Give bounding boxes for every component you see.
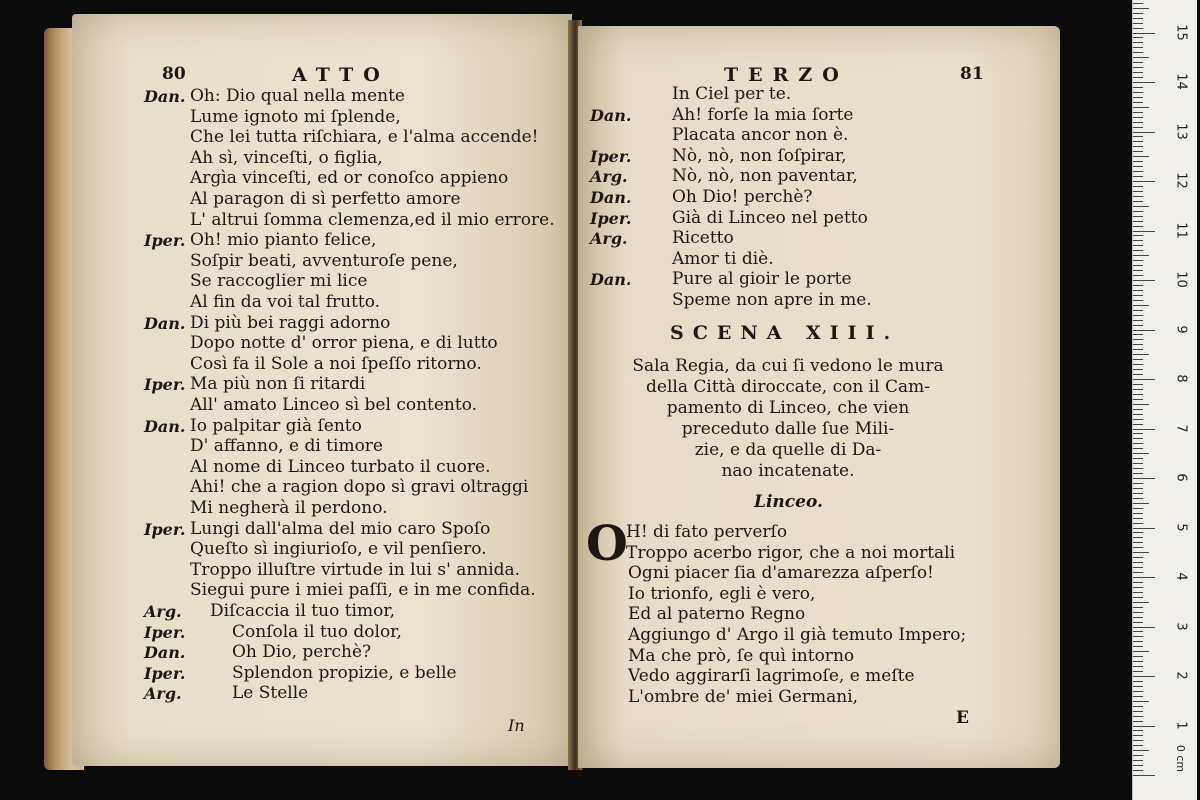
ruler-tick <box>1133 755 1143 756</box>
verse-line: Troppo acerbo rigor, che a noi mortali <box>626 542 956 563</box>
speaker-label: Iper. <box>590 208 632 228</box>
ruler-tick <box>1133 458 1143 459</box>
ruler-tick <box>1133 448 1143 449</box>
drop-cap: O <box>586 516 628 572</box>
text-line: Io palpitar già ſento <box>190 415 362 436</box>
ruler-tick <box>1133 597 1143 598</box>
text-line: Diſcaccia il tuo timor, <box>210 601 396 621</box>
stage-direction <box>598 356 978 482</box>
ruler-tick <box>1133 77 1143 78</box>
ruler-tick <box>1133 691 1143 692</box>
ruler-tick <box>1133 330 1155 331</box>
ruler-tick <box>1133 740 1143 741</box>
text-line: Al fin da voi tal frutto. <box>190 292 381 312</box>
ruler-tick <box>1133 240 1143 241</box>
text-line: Che lei tutta riſchiara, e l'alma accende! <box>190 127 539 148</box>
ruler-tick <box>1133 730 1143 731</box>
ruler-tick <box>1133 344 1143 345</box>
ruler-tick <box>1133 67 1143 68</box>
ruler-tick <box>1133 468 1143 469</box>
ruler-tick <box>1133 622 1143 623</box>
ruler-tick <box>1133 463 1143 464</box>
ruler-tick <box>1133 181 1155 182</box>
ruler-tick <box>1133 156 1149 157</box>
ruler-tick <box>1133 260 1143 261</box>
ruler-tick <box>1133 216 1143 217</box>
ruler-tick <box>1133 770 1143 771</box>
text-line: Conſola il tuo dolor, <box>232 621 402 642</box>
ruler-tick <box>1133 627 1155 628</box>
ruler-tick <box>1133 97 1143 98</box>
text-line: Lungi dall'alma del mio caro Spoſo <box>190 518 491 539</box>
text-line: Ah sì, vinceſti, o figlia, <box>190 147 383 168</box>
ruler-tick <box>1133 701 1149 702</box>
ruler-tick <box>1133 547 1143 548</box>
ruler-tick <box>1133 191 1143 192</box>
ruler-tick <box>1133 221 1143 222</box>
ruler-tick <box>1133 250 1143 251</box>
catchword: In <box>508 716 525 735</box>
ruler-tick <box>1133 537 1143 538</box>
ruler-tick <box>1133 374 1143 375</box>
ruler-tick <box>1133 453 1149 454</box>
text-line: All' amato Linceo sì bel contento. <box>190 395 478 415</box>
ruler-tick <box>1133 518 1143 519</box>
ruler-tick <box>1133 493 1143 494</box>
ruler-tick <box>1133 107 1149 108</box>
ruler-tick <box>1133 186 1143 187</box>
ruler-tick <box>1133 631 1143 632</box>
ruler-tick <box>1133 557 1143 558</box>
running-head: ATTO <box>292 64 390 86</box>
text-line: Nò, nò, non ſoſpirar, <box>672 145 847 166</box>
ruler-tick <box>1133 62 1143 63</box>
ruler-tick <box>1133 582 1143 583</box>
text-line: Mi negherà il perdono. <box>190 498 388 518</box>
ruler-tick <box>1133 166 1143 167</box>
ruler-tick <box>1133 315 1143 316</box>
speaker-label: Dan. <box>590 105 632 125</box>
ruler-tick <box>1133 235 1143 236</box>
ruler-tick <box>1133 369 1143 370</box>
text-line: Placata ancor non è. <box>672 125 849 146</box>
stage-line: pamento di Linceo, che vien <box>666 398 910 418</box>
ruler-tick <box>1133 325 1143 326</box>
ruler-tick <box>1133 760 1143 761</box>
ruler-tick <box>1133 171 1143 172</box>
ruler-tick <box>1133 265 1143 266</box>
ruler-tick <box>1133 18 1143 19</box>
ruler-tick <box>1133 617 1143 618</box>
ruler-number: 5 <box>1173 522 1189 532</box>
text-line: Oh: Dio qual nella mente <box>190 86 405 106</box>
ruler-tick <box>1133 513 1143 514</box>
text-line: Queſto sì ingiurioſo, e vil penſiero. <box>190 539 487 560</box>
verse-line: Io trionfo, egli è vero, <box>628 583 816 604</box>
ruler-tick <box>1133 122 1143 123</box>
character-name: Linceo. <box>754 492 823 512</box>
ruler-tick <box>1133 394 1143 395</box>
speaker-label: Arg. <box>144 602 182 621</box>
ruler-tick <box>1133 572 1143 573</box>
ruler-tick <box>1133 528 1155 529</box>
text-line: Soſpir beati, avventuroſe pene, <box>190 250 458 271</box>
ruler-tick <box>1133 23 1143 24</box>
verse-line: Vedo aggirarſi lagrimoſe, e meſte <box>628 666 915 687</box>
ruler-number: 6 <box>1173 473 1189 482</box>
ruler-tick <box>1133 473 1143 474</box>
signature-mark: E <box>956 708 969 728</box>
text-line: Già di Linceo nel petto <box>672 207 868 228</box>
text-line: Pure al gioir le porte <box>672 269 852 290</box>
verse-line: H! di fato perverſo <box>626 522 788 542</box>
ruler-tick <box>1133 141 1143 142</box>
ruler-tick <box>1133 151 1143 152</box>
text-line: Al paragon di sì perfetto amore <box>190 189 461 209</box>
ruler-tick <box>1133 696 1143 697</box>
ruler-tick <box>1133 602 1149 603</box>
ruler-tick <box>1133 726 1155 727</box>
ruler-tick <box>1133 686 1143 687</box>
ruler-tick <box>1133 117 1143 118</box>
text-line: Ricetto <box>672 228 734 249</box>
ruler-number: 2 <box>1173 671 1189 680</box>
ruler-tick <box>1133 498 1143 499</box>
ruler-tick <box>1133 310 1143 311</box>
ruler-tick <box>1133 47 1143 48</box>
text-line: Se raccoglier mi lice <box>190 271 368 292</box>
verse-line: Aggiungo d' Argo il già temuto Impero; <box>628 625 967 645</box>
text-line: Splendon propizie, e belle <box>232 662 457 683</box>
ruler-tick <box>1133 102 1143 103</box>
stage-line: nao incatenate. <box>721 461 855 481</box>
stage-line: preceduto dalle ſue Mili- <box>681 419 895 439</box>
stage-line: della Città diroccate, con il Cam- <box>646 377 930 397</box>
text-line: L' altrui ſomma clemenza,ed il mio errore. <box>190 209 555 230</box>
text-line: Ah! forſe la mia ſorte <box>672 104 854 125</box>
ruler-tick <box>1133 414 1143 415</box>
speaker-label: Arg. <box>144 684 182 704</box>
ruler-tick <box>1133 532 1143 533</box>
speaker-label: Iper. <box>144 231 186 251</box>
ruler-tick <box>1133 196 1143 197</box>
ruler-tick <box>1133 681 1143 682</box>
text-line: Di più bei raggi adorno <box>190 312 391 333</box>
ruler-number: 7 <box>1173 423 1189 433</box>
ruler-tick <box>1133 711 1143 712</box>
speaker-label: Iper. <box>144 663 186 683</box>
ruler-tick <box>1133 146 1143 147</box>
ruler-tick <box>1133 92 1143 93</box>
speaker-label: Iper. <box>144 622 186 642</box>
ruler-tick <box>1133 641 1143 642</box>
ruler-tick <box>1133 676 1155 677</box>
ruler-number: 10 <box>1173 271 1189 288</box>
ruler-tick <box>1133 305 1149 306</box>
measuring-ruler <box>1132 0 1197 800</box>
ruler-tick <box>1133 735 1143 736</box>
ruler-tick <box>1133 33 1155 34</box>
text-line: Così fa il Sole a noi ſpeſſo ritorno. <box>190 353 482 374</box>
stage-line: zie, e da quelle di Da- <box>694 440 882 460</box>
running-head: TERZO <box>724 64 849 86</box>
ruler-tick <box>1133 523 1143 524</box>
ruler-tick <box>1133 290 1143 291</box>
ruler-tick <box>1133 206 1149 207</box>
ruler-tick <box>1133 349 1143 350</box>
ruler-tick <box>1133 13 1143 14</box>
ruler-tick <box>1133 750 1149 751</box>
ruler-number: 8 <box>1173 374 1189 383</box>
verse-line: Ma che prò, ſe quì intorno <box>628 645 855 666</box>
ruler-tick <box>1133 255 1149 256</box>
speaker-label: Arg. <box>590 167 628 187</box>
ruler-number: 15 <box>1173 23 1189 41</box>
page-number: 80 <box>162 64 186 84</box>
text-line: Speme non apre in me. <box>672 290 872 310</box>
ruler-tick <box>1133 646 1143 647</box>
speaker-label: Dan. <box>144 416 186 436</box>
text-line: Oh Dio! perchè? <box>672 187 813 207</box>
ruler-tick <box>1133 775 1155 776</box>
ruler-tick <box>1133 438 1143 439</box>
verse-line: L'ombre de' miei Germani, <box>628 686 859 707</box>
speaker-label: Iper. <box>590 146 632 166</box>
ruler-tick <box>1133 612 1143 613</box>
ruler-tick <box>1133 354 1149 355</box>
ruler-tick <box>1133 42 1143 43</box>
ruler-tick <box>1133 607 1143 608</box>
text-line: D' affanno, e di timore <box>190 436 383 457</box>
ruler-tick <box>1133 409 1143 410</box>
left-page <box>72 14 572 766</box>
ruler-tick <box>1133 666 1143 667</box>
text-line: Nò, nò, non paventar, <box>672 166 858 187</box>
ruler-tick <box>1133 478 1155 479</box>
ruler-tick <box>1133 429 1155 430</box>
ruler-tick <box>1133 52 1143 53</box>
ruler-tick <box>1133 483 1143 484</box>
ruler-tick <box>1133 651 1149 652</box>
ruler-tick <box>1133 706 1143 707</box>
ruler-number: 12 <box>1173 172 1189 189</box>
ruler-tick <box>1133 201 1143 202</box>
right-page <box>578 26 1060 768</box>
verse-line: Ed al paterno Regno <box>628 604 806 625</box>
text-line: Argìa vinceſti, ed or conoſco appieno <box>190 168 509 189</box>
speaker-label: Dan. <box>144 87 186 106</box>
ruler-tick <box>1133 226 1143 227</box>
ruler-tick <box>1133 359 1143 360</box>
text-line: Amor ti diè. <box>672 248 774 269</box>
ruler-tick <box>1133 577 1155 578</box>
ruler-tick <box>1133 716 1143 717</box>
ruler-tick <box>1133 82 1155 83</box>
ruler-tick <box>1133 433 1143 434</box>
ruler-tick <box>1133 285 1143 286</box>
ruler-tick <box>1133 488 1143 489</box>
ruler-tick <box>1133 245 1143 246</box>
text-line: Troppo illuſtre virtude in lui s' annida. <box>190 559 521 580</box>
speaker-label: Arg. <box>590 229 628 249</box>
text-line: Le Stelle <box>232 683 309 704</box>
speaker-label: Iper. <box>144 375 186 395</box>
ruler-tick <box>1133 176 1143 177</box>
ruler-number: 3 <box>1173 621 1189 631</box>
ruler-tick <box>1133 37 1143 38</box>
ruler-tick <box>1133 636 1143 637</box>
speaker-label: Dan. <box>590 188 632 207</box>
speaker-label: Dan. <box>144 313 186 333</box>
ruler-tick <box>1133 443 1143 444</box>
ruler-tick <box>1133 334 1143 335</box>
ruler-tick <box>1133 721 1143 722</box>
ruler-tick <box>1133 508 1143 509</box>
ruler-tick <box>1133 765 1143 766</box>
text-line: Siegui pure i miei paſſi, e in me confida. <box>190 580 536 601</box>
text-line: In Ciel per te. <box>672 84 792 104</box>
ruler-tick <box>1133 295 1143 296</box>
verse-line: Ogni piacer ſia d'amarezza aſperſo! <box>628 563 934 584</box>
speaker-label: Dan. <box>144 643 186 663</box>
ruler-tick <box>1133 404 1149 405</box>
ruler-tick <box>1133 364 1143 365</box>
stage-line: Sala Regia, da cui ſi vedono le mura <box>632 356 944 376</box>
ruler-number: 1 <box>1173 720 1189 730</box>
page-number: 81 <box>960 64 984 84</box>
ruler-tick <box>1133 567 1143 568</box>
ruler-tick <box>1133 592 1143 593</box>
ruler-tick <box>1133 399 1143 400</box>
ruler-tick <box>1133 562 1143 563</box>
text-line: Dopo notte d' orror piena, e di lutto <box>190 333 498 354</box>
ruler-number: 9 <box>1173 324 1189 334</box>
text-line: Oh Dio, perchè? <box>232 642 372 663</box>
ruler-unit: 0 cm <box>1174 744 1188 773</box>
ruler-tick <box>1133 671 1143 672</box>
ruler-tick <box>1133 745 1143 746</box>
ruler-tick <box>1133 389 1143 390</box>
ruler-tick <box>1133 28 1143 29</box>
ruler-tick <box>1133 656 1143 657</box>
ruler-tick <box>1133 57 1149 58</box>
ruler-tick <box>1133 231 1155 232</box>
ruler-tick <box>1133 280 1155 281</box>
ruler-tick <box>1133 384 1143 385</box>
ruler-tick <box>1133 3 1143 4</box>
ruler-tick <box>1133 587 1143 588</box>
ruler-tick <box>1133 542 1143 543</box>
ruler-tick <box>1133 87 1143 88</box>
ruler-tick <box>1133 379 1155 380</box>
ruler-tick <box>1133 424 1143 425</box>
ruler-tick <box>1133 136 1143 137</box>
scene-title: SCENA XIII. <box>670 322 900 344</box>
text-line: Ma più non ſi ritardi <box>190 374 366 395</box>
ruler-number: 11 <box>1173 221 1189 239</box>
ruler-tick <box>1133 419 1143 420</box>
ruler-tick <box>1133 503 1149 504</box>
ruler-tick <box>1133 127 1143 128</box>
ruler-number: 4 <box>1173 572 1189 581</box>
text-line: Al nome di Linceo turbato il cuore. <box>190 456 491 477</box>
speaker-label: Iper. <box>144 519 186 539</box>
ruler-number: 13 <box>1173 122 1189 140</box>
text-line: Oh! mio pianto felice, <box>190 230 377 251</box>
ruler-tick <box>1133 661 1143 662</box>
ruler-tick <box>1133 132 1155 133</box>
ruler-tick <box>1133 320 1143 321</box>
text-line: Ahi! che a ragion dopo sì gravi oltraggi <box>190 477 529 498</box>
text-line: Lume ignoto mi ſplende, <box>190 106 401 127</box>
ruler-tick <box>1133 161 1143 162</box>
ruler-tick <box>1133 72 1143 73</box>
ruler-tick <box>1133 300 1143 301</box>
ruler-tick <box>1133 339 1143 340</box>
ruler-tick <box>1133 552 1149 553</box>
ruler-tick <box>1133 8 1149 9</box>
ruler-tick <box>1133 275 1143 276</box>
ruler-tick <box>1133 270 1143 271</box>
ruler-tick <box>1133 112 1143 113</box>
speaker-label: Dan. <box>590 270 632 290</box>
ruler-number: 14 <box>1173 73 1189 90</box>
ruler-tick <box>1133 211 1143 212</box>
